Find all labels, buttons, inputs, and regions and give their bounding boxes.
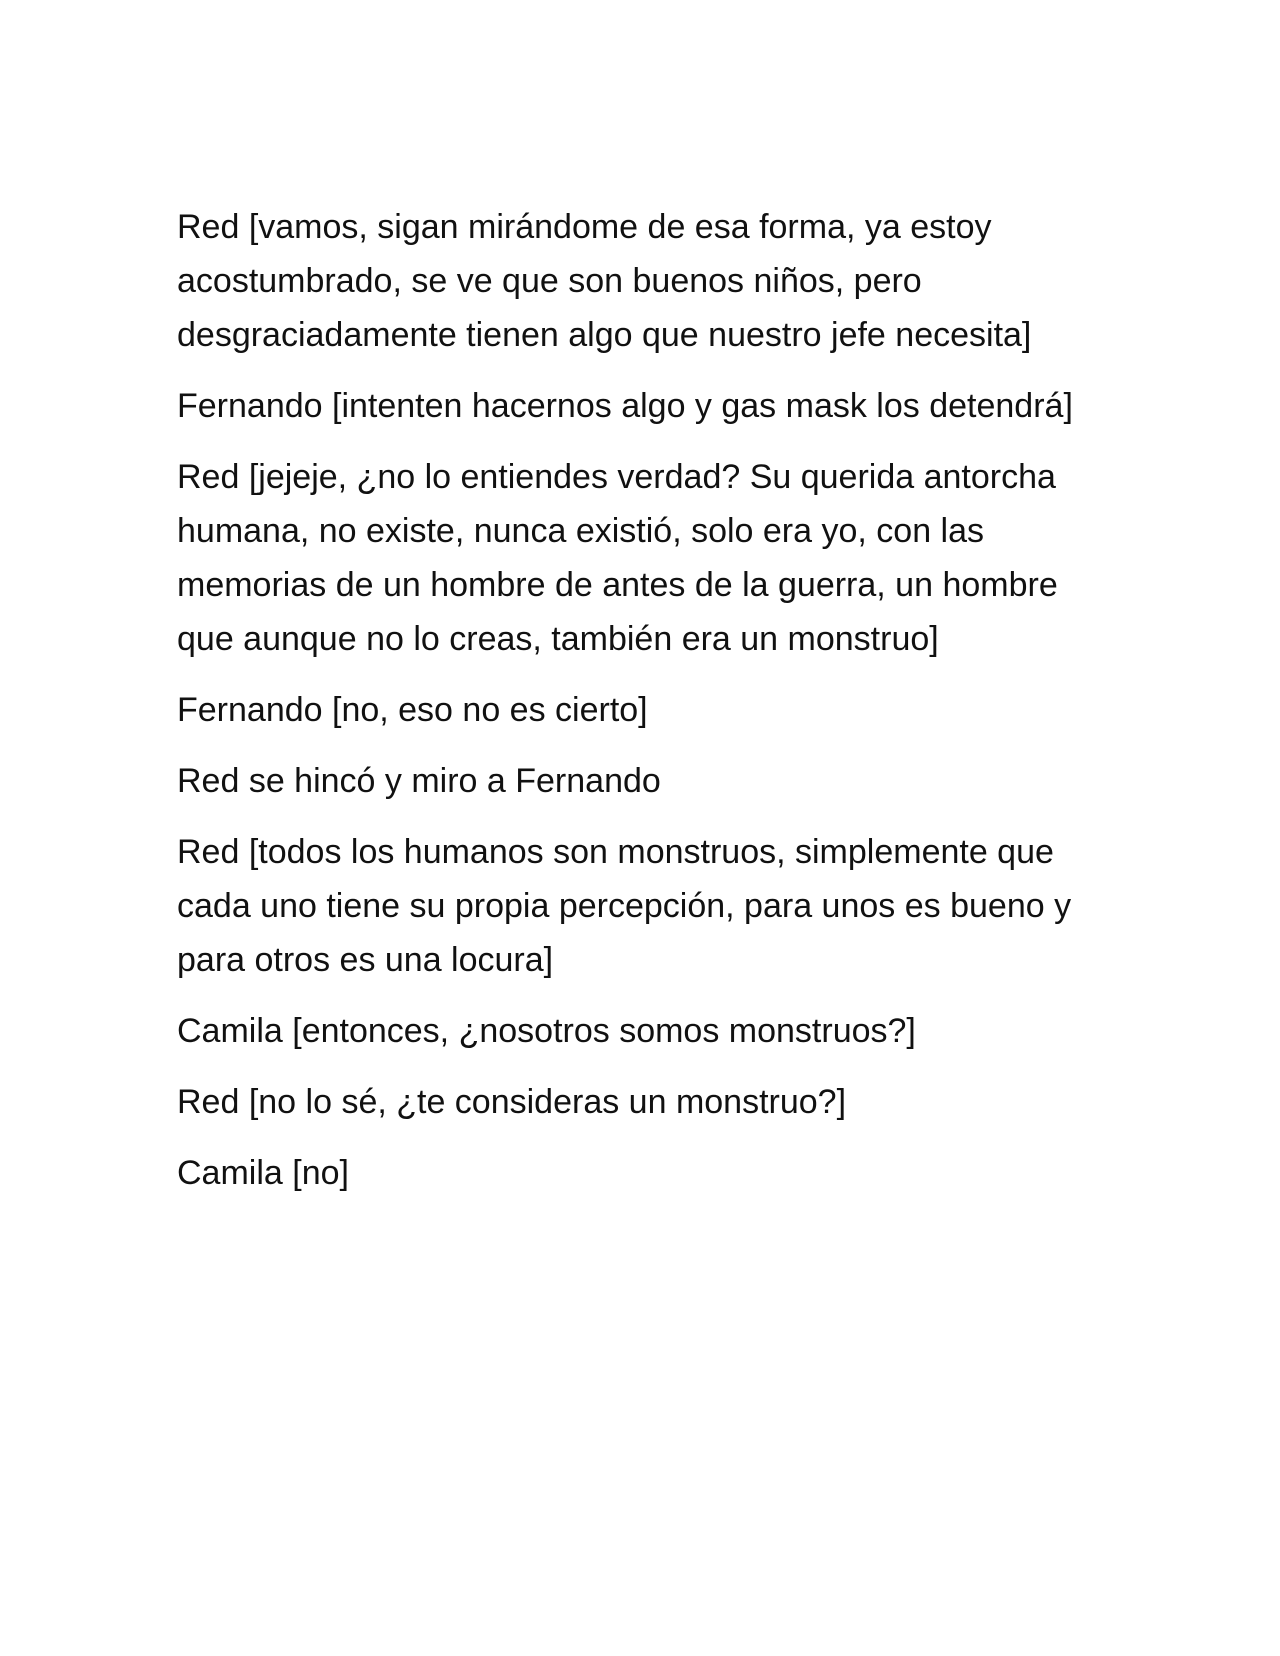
paragraph-camila-1: Camila [entonces, ¿nosotros somos monstruos?] (177, 1012, 916, 1050)
paragraph-fernando-1: Fernando [intenten hacernos algo y gas mask los detendrá] (177, 387, 1073, 425)
paragraph-red-3: Red [todos los humanos son monstruos, simplemente que cada uno tiene su propia percepción, para unos es bueno y para otros es una locura] (177, 833, 1072, 979)
document-body (177, 200, 1097, 1217)
paragraph-narration: Red se hincó y miro a Fernando (177, 762, 661, 800)
paragraph-red-4: Red [no lo sé, ¿te consideras un monstruo?] (177, 1083, 847, 1121)
paragraph-camila-2: Camila [no] (177, 1154, 349, 1192)
paragraph-red-2: Red [jejeje, ¿no lo entiendes verdad? Su querida antorcha humana, no existe, nunca existió, solo era yo, con las memorias de un hombre de antes de la guerra, un hombre que aunque no lo creas, también era un monstruo] (177, 458, 1058, 658)
paragraph-red-1: Red [vamos, sigan mirándome de esa forma, ya estoy acostumbrado, se ve que son buenos niños, pero desgraciadamente tienen algo que nuestro jefe necesita] (177, 208, 1032, 354)
paragraph-fernando-2: Fernando [no, eso no es cierto] (177, 691, 648, 729)
